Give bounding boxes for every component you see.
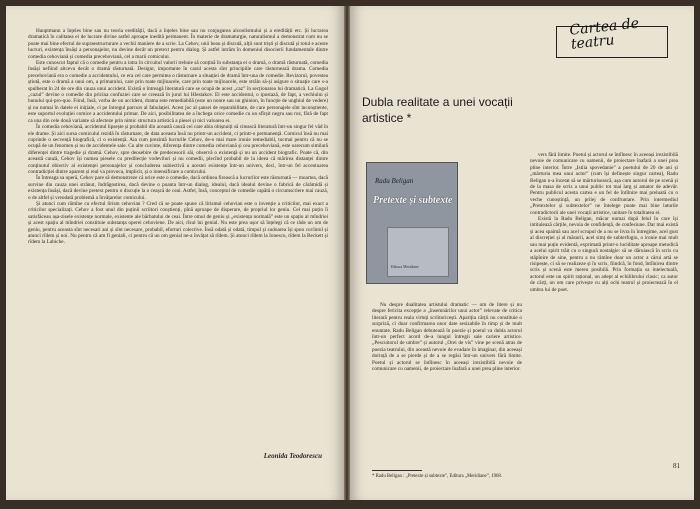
right-page-right-column xyxy=(530,152,678,482)
left-page-text-column xyxy=(28,28,328,468)
section-rubric xyxy=(556,15,680,66)
paragraph: Hauptmann a înțeles bine sau nu teoria eredității, dacă a înțeles bine sau nu conjugarea alcoolismului și a eredității etc. Și lucrarea dramatică în calitatea ei de lucrare divine astfel aproape inedită permanent. În materie de dramaturgie, naturalismul a demonstrat cum nu se poate mai bine efectul de supraestructurare a vechii maniere de a scrie. La Cehov, unii beau și discută, alții sunt triști și discută și totul e aceste lucruri, existența însăși a personajelor, nu devine decât un pretext pentru dialog. Și astfel intrăm în domeniul disocierii fundamentale dintre comedia cehoviană și comedia precehoviană, cel a marii comicului. xyxy=(28,28,328,60)
rubric-label: Cartea de teatru xyxy=(568,15,640,53)
paragraph: vers fără limite. Poetul și actorul se întîlnesc în aceeași irezistibilă nevoie de comunicare cu oamenii, de proiectare înafară a unei prea pline interior. Între „Istiia spovedanie” a poetului de 20 de ani și „mărturia mea unui actor” (cum își definește singur cartea), Radu Beligan n-a încetat să se mărturisească, așa cum autorul de pe scenă și de la masa de scris a unui public tot mai larg și amator de adevăr. Pentru publicul acesta cartea e un fel de întîlnire mai preluată cu o veche cunoștință, un prilej de confruntare. Prin intermediul „Pretextelor și subtextelor” ne întelege poate mai bine laturile contradictorii ale unei vocații artistice, unitare în totalitatea ei. xyxy=(530,152,678,216)
book-cover-image xyxy=(366,162,458,284)
cover-author: Radu Beligan xyxy=(375,177,414,185)
paragraph: Nu despre dualitatea artistului dramatic — om de litere și nu despre fericita excepție a „însemnărilor unui actor” relevate de critica literară pentru reala virtuți scriitoricești. Apariția cărții nu constituie o surpriză, ci doar confirmarea unor date sesizabile în timp și de mult enuntate. Radu Beligan debutează în poezie și poetul va dubla actorul într-un perfect acord de-a lungul întregii sale cariere artistice. „Pescuitorul de umbre” și autorul „Orei de vis” vine pe scenă atras de poezia teatrului, din această nevoie de evadare în imaginar, din aceeași dorință de a se pierde și de a se regăsi într-un univers fără limite. Poetul și actorul se întîlnesc în aceeași irezistibilă nevoie de comunicare cu oamenii, de proiectare înafară a unei prea pline interior. xyxy=(372,302,522,373)
paragraph: Există la Radu Beligan, măcar numai după felul în care își intitulează cărțile, nevoia de confidență, de confesiune. Dar mai există și acea spaimă sau acel scrupul de a nu se livra în întregime, acel gust al discreției și al măsurii, acel simț de subterfugiu, o ironie mai mult sau mai puțin evidentă, exprimată printr-o luciditate aproape metodică a acelui spirit trăit cu o singură nostalgie: să se dăruiască în scris cu stăpînire de sine, pentru a nu rămîne doar un actor a cărui artă se risipește, ci să se realizeze și în scris, fiindcă, în fond, întîlnirea dintre scris și scenă este mereu posibilă. Prin formația sa intelectuală, actorul este un spirit rațional, un adept al echilibrului clasic; ca autor de cărți, un om care privește cu alți ochi teatrul și proiectează în el umbra lui de poet. xyxy=(530,216,678,293)
paragraph: Este cunoscut faptul că o comedie pentru a intra în circuitul valorii trebuie să conțină în substanța ei o dramă, o dramă răsturnată, comedia însăși nefiind altceva decât o dramă răsturnată. Desigur, importante în cazul acesta sînt principiile care răsturnează drama. Comedia precehoviană era o comedie a accidentului, ce era cel care permitea o răsturnare a situației de dramă într-una de comedie. Revizorul, povestea știută, este o dramă a unui om, a primarului, care prin toate mijloacele, care prin toate mijloacele, este străin să-și asigure o situație care s-a spulberat în 24 de ore din cauza unui accident. Există o întreagă literatură care se ocupă de acest „caz” în secționarea lui dramatică. La Gogol „cazul” devine o comedie din pricina confuziei care se creează în jurul lui Hlestakov. El este accidentul, o ipostază, de fapt, a vechiului și bunului qui-pro-quo. Fiind, însă, vorba de un accident, drama este remediabilă (este un nonre sau un ghinion, în funcție de unghiul de vedere) și nu numai în datele ei inițiale, ci pe întregul parcurs al fabulației. Acest joc al șansei de reparabilitate, de care personajele sînt inconștiente, este suportul evoluției comice a accidentului primar. De aici, posibilitatea de a închega orice comedie cu un sfîrșit negru sau roz, fără de fapt ca una din cele două variante să afecteze prin nimic structura artistică a piesei și nici valoarea ei. xyxy=(28,60,328,124)
page-number: 81 xyxy=(673,462,680,470)
right-page-left-column xyxy=(372,302,522,422)
paragraph: În comedia cehoviană, accidentul lipsește și probabil din această cauză cei care abia obișnuiți să citească literatură într-un singur fel văd în ele drame. Și aici sursa comicului rezidă în răsturnare, de data aceasta însă nu printr-un accident, ci printr-o permanență. Comicul însă nu mai cuprinde o secvență biografică, ci o existență. Aia cum prezintă lucrurile Cehov, de-o mai mare ironie remediabil, tocmai pentru că nu se ocupă de un fenomen și nu de accidentele sale. Cu alte cuvinte, diferența dintre comedia cehoviană și cea precehoviană, este oarecum similară diferenței dintre tragedie și dramă. Cehov, spre deosebire de predecesorii săi, observă o existență și nu un accident biografic. Poate că, din această cauză, Cehov își numea piesele cu predilecție vodeviluri și nu comedii, plecînd probabil de la ideea că mărirea distanței dintre conținutul obiectiv al existenței personajelor și concluderea subiectivă a acestei existențe într-un univers, deci, într-un fel accentuarea contradicției dintre aparent și real va provoca, implicit, și o intensificare a comicului. xyxy=(28,124,328,175)
paragraph: Și atunci cum rămîne cu efectul lirism cehovian ? Cred că se poate spune că lirismul cehovian este o invenție a criticilor, mai exact a criticilor specializați. Cehov a fost unul din puținii scriitori conștienți, pînă aproape de disperare, de propriul lor geniu. Cel mai puțin îi satisfăceau așa-zisele existențe normale, existente ale bărbatului de ceai. Între omul de geniu și „existența normală” este un spațiu al mîndriei și acest spațiu al mîndriei constituie substanța operei cehoviene. De aici, rîsul lui genial. Nu este prea ușor să înțelegi că ce râde un om de geniu, pentru aceasta sînt necesari ani și sînt necesare, probabil, eforturi colective. Însă odată și odată, timpul și sudoarea își spun cuvîntul și atunci rîdem și noi. Nu pentru că am fi geniali, ci pentru că un om genial ne-a învățat să rîdem. Și atunci rîdem la Ionescu, rîdem la Beckett și rîdem la Labiche. xyxy=(28,200,328,246)
cover-title: Pretexte și subtexte xyxy=(373,195,453,206)
left-page xyxy=(6,6,344,500)
footnote: * Radu Beligan : „Pretexte și subtexte”, Editura „Meridiane”, 1968. xyxy=(372,474,503,479)
article-title: Dubla realitate a unei vocații artistice * xyxy=(362,95,513,125)
cover-inset-panel xyxy=(387,227,449,277)
right-page xyxy=(350,6,694,500)
author-signature: Leonida Teodorescu xyxy=(263,452,322,460)
footnote-rule xyxy=(372,470,422,471)
cover-publisher: Editura Meridiane xyxy=(391,265,419,269)
paragraph: În întreaga sa operă, Cehov pare să demonstreze că orice este o comedie, dacă ordinea firească a lucrurilor este răsturnată — moartea, dacă survine din cauza unei strănut, îndrăgostirea, dacă devine o poanta într-un dialog, idealul, dacă idealul devine o fabrică de cărămidă și existența însăși, dacă devine pretext pentru o discuție la o ceașcă de ceai. Astfel, însă, conceptul de comedie capătă o circumscriere mai cauză, o de altfel și vreodată problemă a învățarelor comicului. xyxy=(28,175,328,201)
